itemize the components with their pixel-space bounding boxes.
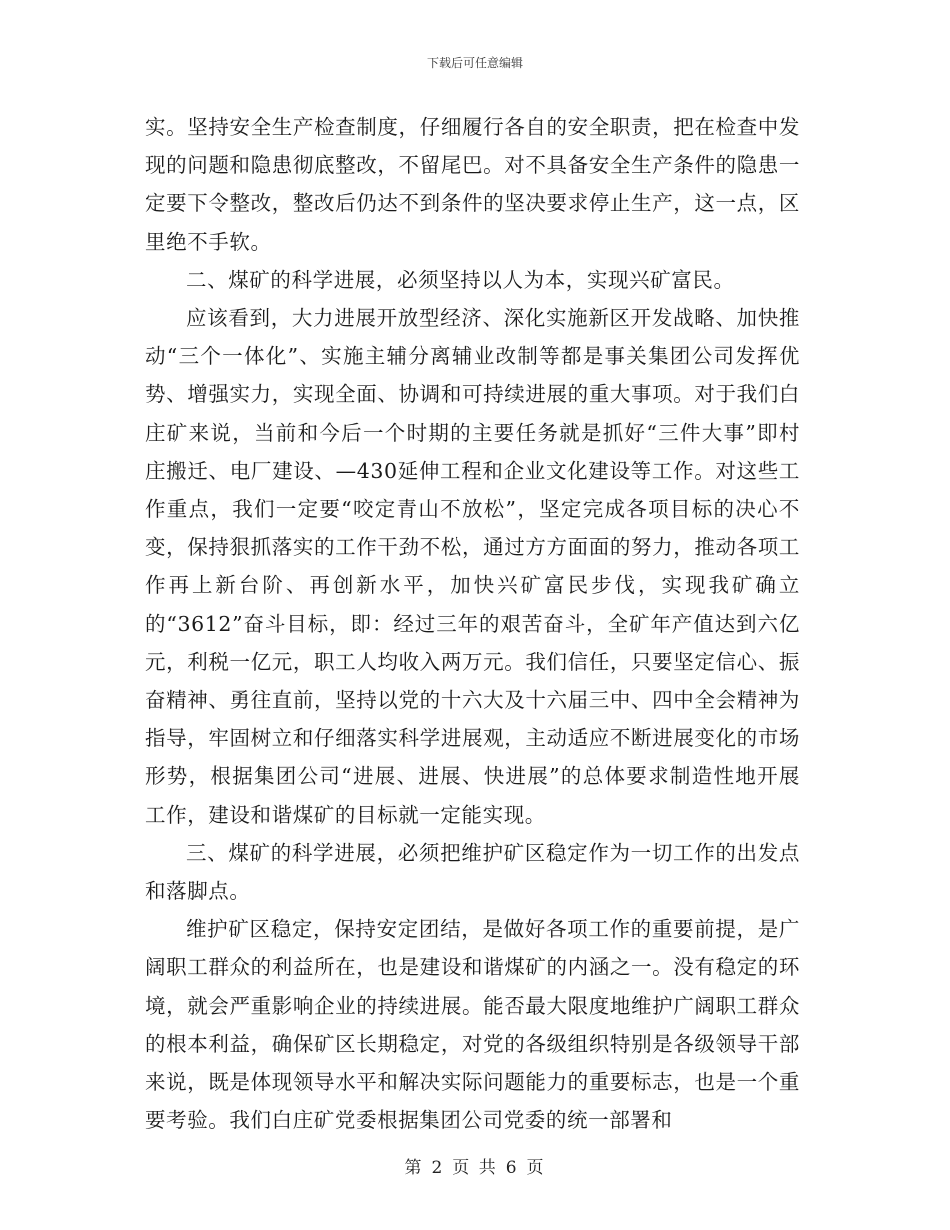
paragraph-3: 应该看到，大力进展开放型经济、深化实施新区开发战略、加快推动“三个一体化”、实施主辅分离辅业改制等都是事关集团公司发挥优势、增强实力，实现全面、协调和可持续进展的重大事项。对于我们白庄矿来说，当前和今后一个时期的主要任务就是抓好“三件大事”即村庄搬迁、电厂建设、—430延伸工程和企业文化建设等工作。对这些工作重点，我们一定要“咬定青山不放松”，坚定完成各项目标的决心不变，保持狠抓落实的工作干劲不松，通过方方面面的努力，推动各项工作再上新台阶、再创新水平，加快兴矿富民步伐，实现我矿确立的“3612”奋斗目标，即：经过三年的艰苦奋斗，全矿年产值达到六亿元，利税一亿元，职工人均收入两万元。我们信任，只要坚定信心、振奋精神、勇往直前，坚持以党的十六大及十六届三中、四中全会精神为指导，牢固树立和仔细落实科学进展观，主动适应不断进展变化的市场形势，根据集团公司“进展、进展、快进展”的总体要求制造性地开展工作，建设和谐煤矿的目标就一定能实现。 [145,306,800,827]
document-body [145,108,800,1139]
footer-middle: 页 共 [452,1158,498,1178]
current-page-number: 2 [431,1158,445,1178]
footer-prefix: 第 [404,1158,424,1178]
paragraph-1: 实。坚持安全生产检查制度，仔细履行各自的安全职责，把在检查中发现的问题和隐患彻底整改，不留尾巴。对不具备安全生产条件的隐患一定要下令整改，整改后仍达不到条件的坚决要求停止生产，这一点，区里绝不手软。 [145,115,800,254]
section-heading-3: 三、煤矿的科学进展，必须把维护矿区稳定作为一切工作的出发点和落脚点。 [145,840,800,904]
header-note: 下载后可任意编辑 [426,56,523,70]
paragraph-5: 维护矿区稳定，保持安定团结，是做好各项工作的重要前提，是广阔职工群众的利益所在，也是建设和谐煤矿的内涵之一。没有稳定的环境，就会严重影响企业的持续进展。能否最大限度地维护广阔职工群众的根本利益，确保矿区长期稳定，对党的各级组织特别是各级领导干部来说，既是体现领导水平和解决实际问题能力的重要标志，也是一个重要考验。我们白庄矿党委根据集团公司党委的统一部署和 [145,917,800,1133]
footer-suffix: 页 [526,1158,546,1178]
total-pages-number: 6 [505,1158,519,1178]
page-number-footer [0,1153,950,1178]
section-heading-2: 二、煤矿的科学进展，必须坚持以人为本，实现兴矿富民。 [186,267,735,292]
